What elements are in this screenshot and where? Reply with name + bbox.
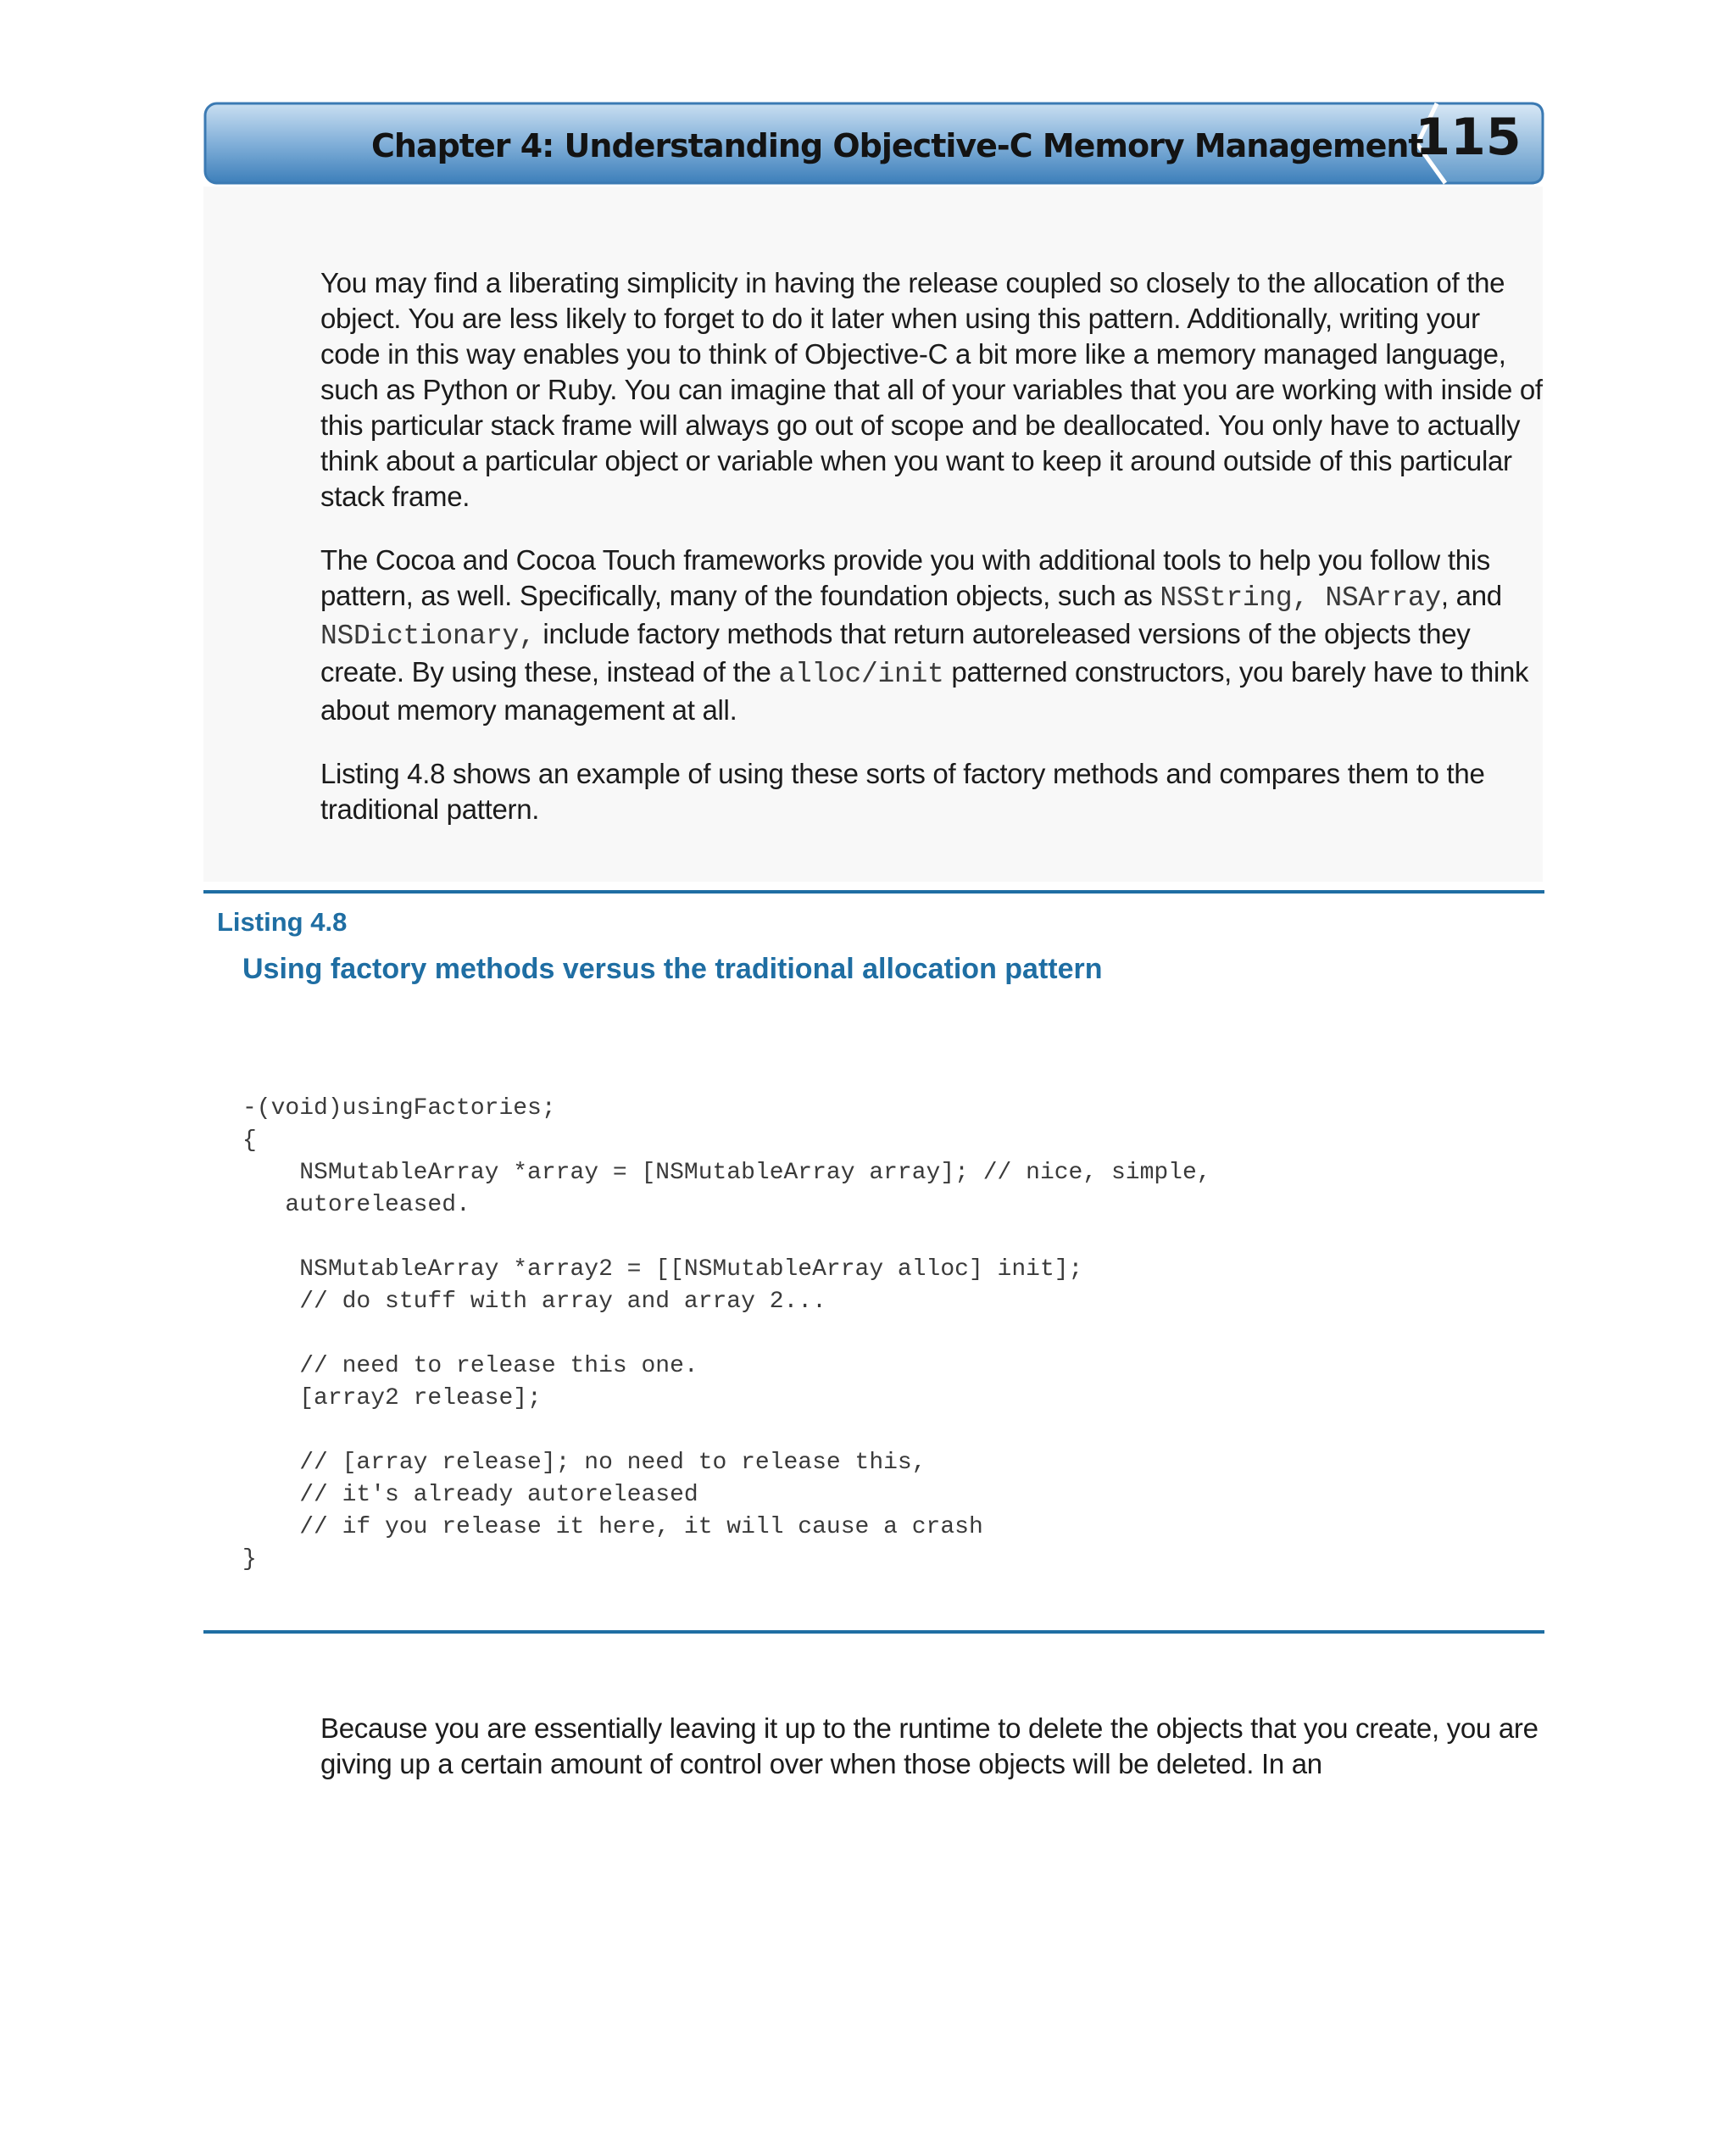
page-number: 115 (1415, 108, 1522, 167)
chapter-title: Chapter 4: Understanding Objective-C Memory Management (371, 127, 1423, 164)
code-line: { (242, 1127, 257, 1154)
paragraph: Because you are essentially leaving it up to the runtime to delete the objects that you create, you are giving up a certain amount of control over when those objects will be deleted. In an (320, 1712, 1538, 1779)
listing-caption: Using factory methods versus the traditional allocation pattern (242, 953, 1103, 985)
code-line: [array2 release]; (242, 1385, 542, 1411)
code-line (242, 1415, 1211, 1447)
paragraph (320, 543, 1545, 728)
listing-label: Listing 4.8 (217, 907, 348, 937)
code-line: // if you release it here, it will cause a crash (242, 1514, 983, 1540)
code-line: -(void)usingFactories; (242, 1095, 556, 1122)
code-inline: NSDictionary, (320, 621, 536, 652)
listing-top-rule (203, 890, 1544, 894)
text-run: The Cocoa and Cocoa Touch frameworks provide you with additional tools to help you follow this pattern, as well. Specifically, many of the foundation objects, such as (320, 544, 1490, 611)
code-line: NSMutableArray *array2 = [[NSMutableArray alloc] init]; (242, 1256, 1083, 1283)
code-line: // need to release this one. (242, 1353, 698, 1379)
text-run: patterned constructors, you barely have to think about memory management at all. (320, 656, 1529, 726)
text-run: include factory methods that return autoreleased versions of the objects they create. By using these, instead of the (320, 618, 1471, 688)
code-listing (242, 1093, 1211, 1576)
code-inline: alloc/init (778, 659, 944, 690)
text-run: , and (1440, 580, 1502, 611)
code-line: autoreleased. (242, 1192, 470, 1218)
paragraph: Listing 4.8 shows an example of using these sorts of factory methods and compares them to the traditional pattern. (320, 758, 1485, 825)
intro-text (320, 265, 1545, 855)
code-line: } (242, 1546, 257, 1573)
chapter-header (203, 102, 1544, 185)
code-line: // it's already autoreleased (242, 1482, 698, 1508)
outro-text (320, 1711, 1545, 1810)
code-line: // do stuff with array and array 2... (242, 1289, 826, 1315)
code-line: // [array release]; no need to release this, (242, 1450, 926, 1476)
code-inline: NSString, NSArray (1160, 582, 1441, 614)
listing-bottom-rule (203, 1630, 1544, 1634)
code-line (242, 1318, 1211, 1350)
paragraph: You may find a liberating simplicity in having the release coupled so closely to the allocation of the object. You are less likely to forget to do it later when using this pattern. Additionally, writing your code in this way enables you to think of Objective-C a bit more like a memory managed language, such as Python or Ruby. You can imagine that all of your variables that you are working with inside of this particular stack frame will always go out of scope and be deallocated. You only have to actually think about a particular object or variable when you want to keep it around outside of this particular stack frame. (320, 267, 1543, 512)
code-line (242, 1222, 1211, 1254)
code-line: NSMutableArray *array = [NSMutableArray array]; // nice, simple, (242, 1160, 1211, 1186)
